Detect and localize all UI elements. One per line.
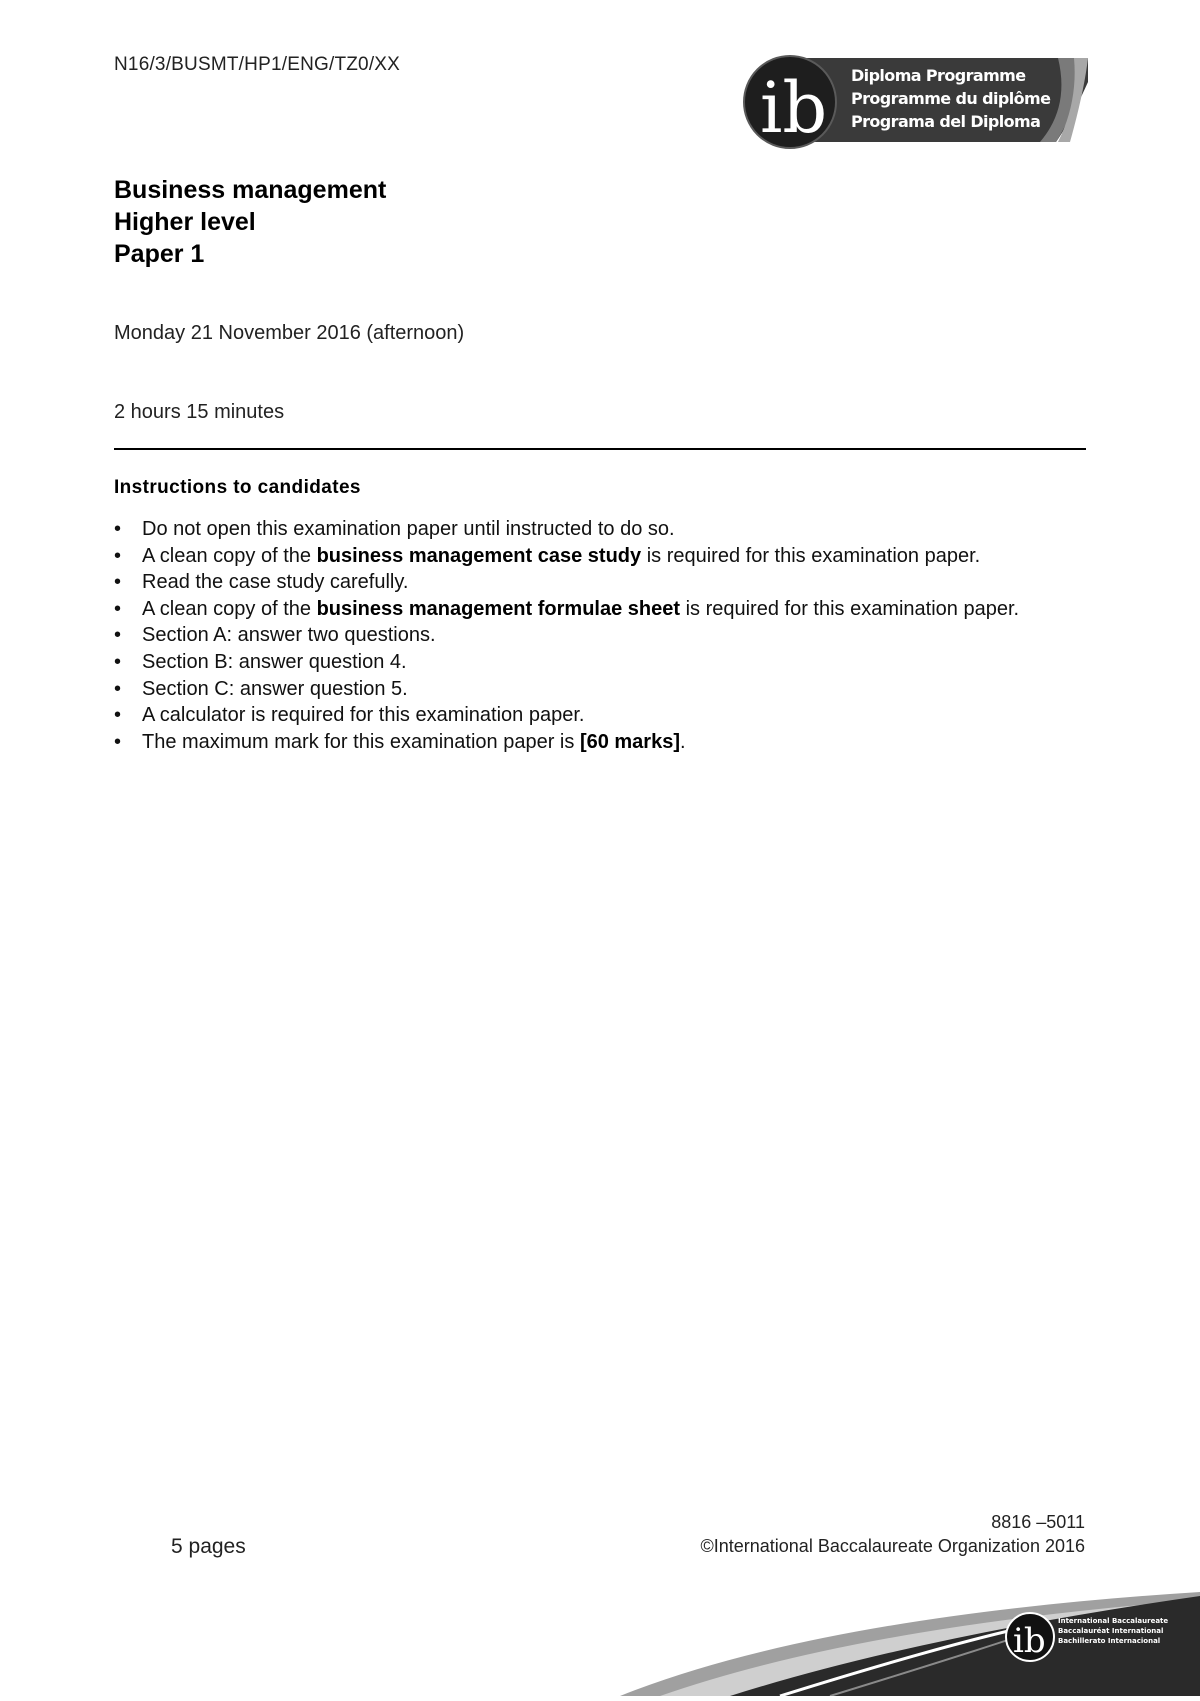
instruction-item: • A calculator is required for this examination paper.: [114, 704, 585, 727]
instruction-item: • Do not open this examination paper until instructed to do so.: [114, 518, 675, 540]
level-title: Higher level: [114, 208, 256, 236]
copyright-notice: ©International Baccalaureate Organization 2016: [700, 1536, 1085, 1556]
instruction-item: • Read the case study carefully.: [114, 571, 409, 594]
page-count: 5 pages: [171, 1535, 246, 1558]
exam-duration: 2 hours 15 minutes: [114, 401, 285, 423]
exam-code: 8816 –5011: [991, 1512, 1085, 1532]
ib-diploma-logo: [740, 52, 1088, 152]
ib-footer-swoosh: [620, 1586, 1200, 1696]
svg-text:ib: ib: [1013, 1621, 1046, 1661]
instruction-item: • A clean copy of the business management formulae sheet is required for this examination paper.: [114, 597, 1020, 620]
instructions-list: [114, 516, 1094, 755]
instruction-item: • Section B: answer question 4.: [114, 650, 407, 673]
subject-title: Business management: [114, 176, 387, 204]
instruction-item: • Section C: answer question 5.: [114, 677, 408, 700]
logo-text: Diploma Programme Programme du diplôme Programa del Diploma: [851, 66, 1051, 131]
exam-date: Monday 21 November 2016 (afternoon): [114, 322, 465, 344]
instruction-item: • A clean copy of the business management case study is required for this examination paper.: [114, 544, 981, 567]
svg-text:ib: ib: [760, 67, 828, 149]
exam-title-block: [114, 174, 386, 270]
horizontal-divider: [114, 448, 1086, 450]
paper-title: Paper 1: [114, 240, 205, 268]
footer-logo-text: International Baccalaureate Baccalauréat International Bachillerato Internacional: [1058, 1617, 1169, 1645]
instruction-item: • Section A: answer two questions.: [114, 624, 436, 647]
instruction-item: • The maximum mark for this examination paper is [60 marks].: [114, 730, 686, 753]
paper-code: N16/3/BUSMT/HP1/ENG/TZ0/XX: [114, 54, 401, 75]
instructions-heading: Instructions to candidates: [114, 477, 361, 498]
